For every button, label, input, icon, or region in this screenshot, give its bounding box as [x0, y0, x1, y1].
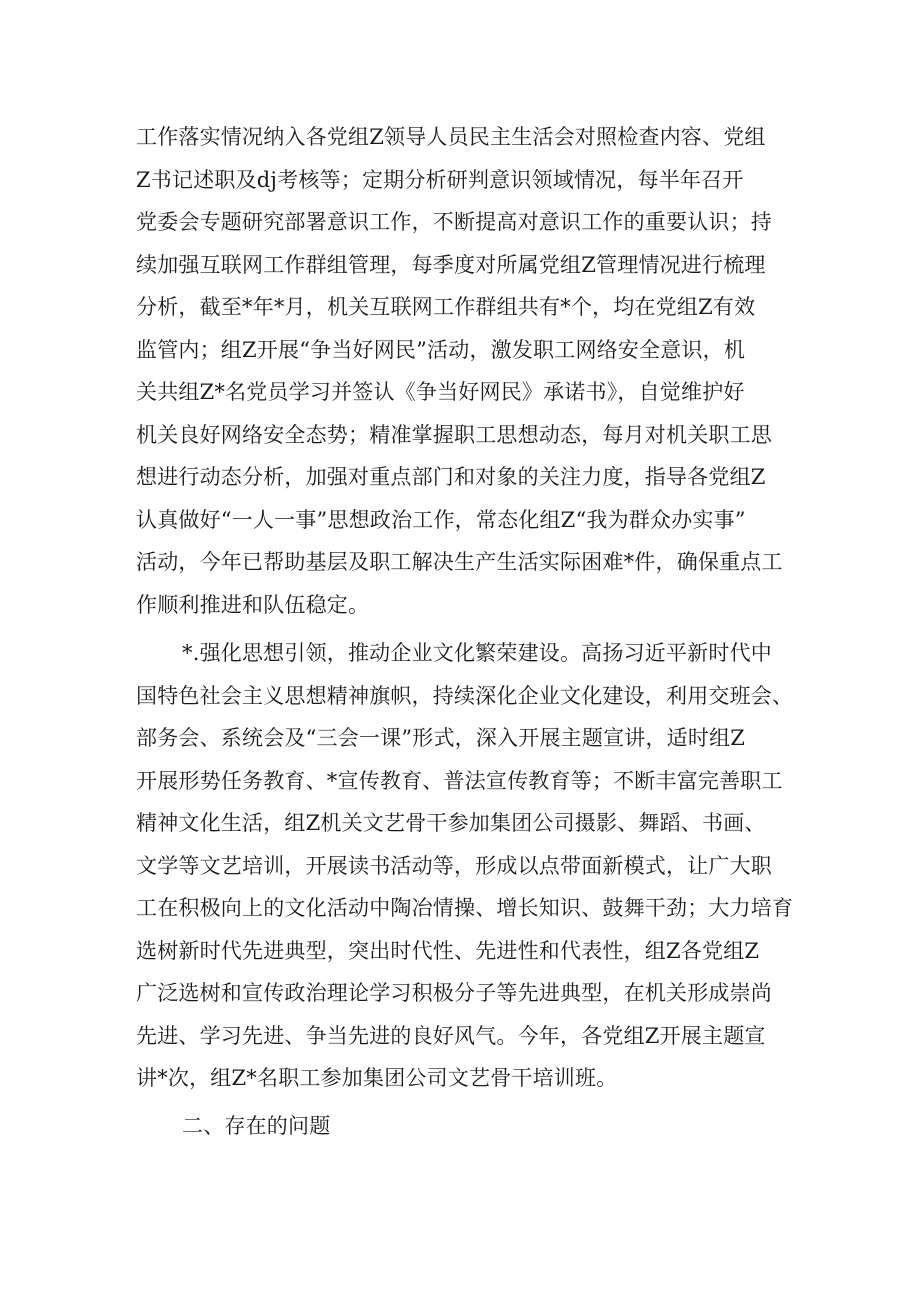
paragraph-line: 工作落实情况纳入各党组Z领导人员民主生活会对照检查内容、党组	[136, 125, 766, 149]
paragraph-line: 讲*次，组Z*名职工参加集团公司文艺骨干培训班。	[136, 1066, 618, 1090]
paragraph-line: 分析，截至*年*月，机关互联网工作群组共有*个，均在党组Z有效	[136, 295, 756, 319]
section-heading	[136, 1105, 796, 1148]
paragraph-line: 开展形势任务教育、*宣传教育、普法宣传教育等；不断丰富完善职工	[136, 768, 783, 793]
paragraph-line: 活动，今年已帮助基层及职工解决生产生活实际困难*件，确保重点工	[136, 550, 783, 574]
paragraph-line: 监管内；组Z开展“争当好网民”活动，激发职工网络安全意识，机	[136, 337, 746, 362]
paragraph-culture-building	[136, 632, 796, 1100]
paragraph-line: 精神文化生活，组Z机关文艺骨干参加集团公司摄影、舞蹈、书画、	[136, 811, 766, 835]
section-heading-text: 二、存在的问题	[182, 1114, 331, 1138]
paragraph-line: 作顺利推进和队伍稳定。	[136, 592, 370, 617]
paragraph-line: 党委会专题研究部署意识工作，不断提高对意识工作的重要认识；持	[136, 210, 772, 234]
paragraph-line: 工在积极向上的文化活动中陶冶情操、增长知识、鼓舞干劲；大力培育	[136, 896, 794, 920]
paragraph-line: 选树新时代先进典型，突出时代性、先进性和代表性，组Z各党组Z	[136, 938, 760, 963]
paragraph-line: 部务会、系统会及“三会一课”形式，深入开展主题宣讲，适时组Z	[136, 726, 746, 750]
paragraph-line: Z书记述职及dj考核等；定期分析研判意识领域情况，每半年召开	[136, 167, 744, 192]
paragraph-line: *.强化思想引领，推动企业文化繁荣建设。高扬习近平新时代中	[182, 641, 772, 665]
paragraph-line: 国特色社会主义思想精神旗帜，持续深化企业文化建设，利用交班会、	[136, 683, 794, 708]
paragraph-ideology-work	[136, 116, 796, 626]
paragraph-line: 先进、学习先进、争当先进的良好风气。今年，各党组Z开展主题宣	[136, 1023, 766, 1048]
paragraph-line: 关共组Z*名党员学习并签认《争当好网民》承诺书》，自觉维护好	[136, 380, 745, 404]
paragraph-line: 想进行动态分析，加强对重点部门和对象的关注力度，指导各党组Z	[136, 465, 766, 489]
paragraph-line: 认真做好“一人一事”思想政治工作，常态化组Z“我为群众办实事”	[136, 507, 746, 532]
paragraph-line: 广泛选树和宣传政治理论学习积极分子等先进典型，在机关形成崇尚	[136, 981, 772, 1005]
paragraph-line: 续加强互联网工作群组管理，每季度对所属党组Z管理情况进行梳理	[136, 252, 766, 277]
paragraph-line: 机关良好网络安全态势；精准掌握职工思想动态，每月对机关职工思	[136, 422, 772, 447]
paragraph-line: 文学等文艺培训，开展读书活动等，形成以点带面新模式，让广大职	[136, 853, 772, 878]
